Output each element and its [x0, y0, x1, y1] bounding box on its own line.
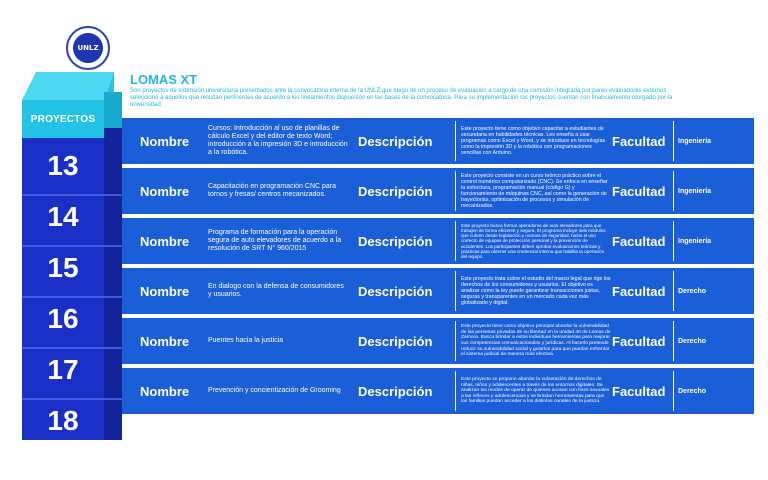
project-row [122, 318, 754, 364]
project-number: 16 [47, 303, 79, 334]
project-name: En dialogo con la defensa de consumidores y usuarios. [208, 283, 344, 298]
project-name: Prevención y concientización de Grooming [208, 387, 341, 394]
descripcion-label: Descripción [358, 183, 433, 199]
project-row [122, 368, 754, 414]
divider [455, 171, 456, 211]
divider [455, 371, 456, 411]
project-name: Cursos: Introducción al uso de planillas de cálculo Excel y del editor de texto Word; introducción a la impresión 3D e introducción a la robótica. [208, 125, 348, 156]
divider [22, 245, 122, 247]
project-faculty: Derecho [678, 287, 707, 295]
descripcion-label: Descripción [358, 383, 433, 399]
project-faculty: Derecho [678, 337, 707, 345]
divider [673, 171, 674, 211]
facultad-label: Facultad [612, 133, 666, 149]
nombre-label: Nombre [140, 283, 190, 299]
divider [455, 121, 456, 161]
project-number: 17 [47, 354, 79, 385]
divider [673, 321, 674, 361]
divider [455, 221, 456, 261]
proyectos-header: PROYECTOS [22, 100, 104, 138]
nombre-label: Nombre [140, 333, 190, 349]
project-faculty: Ingeniería [678, 237, 712, 245]
project-description: Este proyecto trata sobre el estudio del marco legal que rige los derechos de los consumidores y usuarios. El objetivo es analizar como la ley puede garantizar transacciones justas, seguras y transparentes en un mercado cada vez más globalizado y digital. [461, 276, 611, 306]
project-number: 13 [47, 150, 79, 181]
project-description: Este proyecto tiene como objetivo capacitar a estudiantes de secundaria en habilidades técnicas. Les enseña a usar programas como Excel y Word, y se introduce en tecnologías como la impresión 3D y la robótica con programaciones sencillas con Arduino. [461, 126, 606, 156]
divider [673, 371, 674, 411]
divider [22, 296, 122, 298]
divider [455, 271, 456, 311]
descripcion-label: Descripción [358, 333, 433, 349]
project-number: 14 [47, 201, 79, 232]
nombre-label: Nombre [140, 233, 190, 249]
facultad-label: Facultad [612, 333, 666, 349]
projects-column-side [104, 128, 122, 440]
nombre-label: Nombre [140, 183, 190, 199]
divider [673, 221, 674, 261]
projects-column [22, 138, 104, 440]
project-row [122, 268, 754, 314]
project-number: 15 [47, 252, 79, 283]
project-description: Este proyecto se propone abordar la vulneración de derechos de niñas, niños y adolescentes a través de los entornos digitales. Se analizan los modos de operar de quienes acosan con fines sexuales a las niñeces y adolescencias y se brindan herramientas para que las familias puedan acceder a los distintos canales de la justicia. [461, 377, 610, 405]
project-name: Programa de formación para la operación segura de auto elevadores de acuerdo a la resolución de SRT N° 960/2015 [208, 229, 342, 252]
project-number: 18 [47, 405, 79, 436]
project-row [122, 118, 754, 164]
project-name: Puentes hacia la justicia [208, 337, 284, 344]
divider [22, 194, 122, 196]
divider [455, 321, 456, 361]
divider [22, 347, 122, 349]
divider [673, 121, 674, 161]
project-description: Este proyecto busca formar operadores de auto elevadores para que trabajen de forma eficiente y segura. El programa incluye seis módulos que cubren desde legislación y normas de seguridad, hasta el uso correcto de equipos de protección personal y la prevención de accidentes. Los participantes deben aprobar evaluaciones teóricas y prácticas para obtener una credencial interna que habilita la operación del equipo. [461, 222, 606, 259]
divider [22, 398, 122, 400]
project-faculty: Ingeniería [678, 187, 712, 195]
project-row [122, 168, 754, 214]
project-row [122, 218, 754, 264]
divider [673, 271, 674, 311]
descripcion-label: Descripción [358, 283, 433, 299]
descripcion-label: Descripción [358, 233, 433, 249]
nombre-label: Nombre [140, 133, 190, 149]
page-title: LOMAS XT [130, 72, 198, 87]
unlz-logo [66, 26, 110, 70]
facultad-label: Facultad [612, 283, 666, 299]
descripcion-label: Descripción [358, 133, 433, 149]
project-description: Este proyecto tiene como objetivo principal abordar la vulnerabilidad de las personas privadas de su libertad en la unidad 40 de Lomas de Zamora. Busca brindar a estos individuos herramientas para mejorar sus competencias comunicacionales y jurídicas. Al hacerlo pretende reducir su vulnerabilidad social y guiarlos para que puedan enfrentar el sistema judicial de manera más efectiva. [461, 324, 611, 358]
unlz-logo-badge: UNLZ [73, 33, 103, 63]
facultad-label: Facultad [612, 383, 666, 399]
facultad-label: Facultad [612, 233, 666, 249]
nombre-label: Nombre [140, 383, 190, 399]
project-faculty: Ingeniería [678, 137, 712, 145]
facultad-label: Facultad [612, 183, 666, 199]
project-name: Capacitación en programación CNC para tornos y fresas/ centros mecanizados. [208, 183, 337, 198]
project-description: Este proyecto consiste en un curso teórico práctico sobre el control numérico computarizado (CNC). Se enfoca en enseñar la estructura, programación manual (código G) y funcionamiento de máquinas CNC, así como la generación de trayectorias, optimización de procesos y simulación de mecanizados. [461, 173, 608, 209]
intro-text: Son proyectos de extensión universitaria presentados ante la convocatoria interna de la UNLZ que luego de un proceso de evaluación a cargo de una comisión integrada por pares evaluadores externos seleccionó a aquellos que resultan pertinentes de acuerdo a los lineamientos dispuestos en las bases de la convocatoria. Para su implementación los proyectos cuentan con financiamiento otorgado por la universidad. [130, 88, 673, 108]
project-faculty: Derecho [678, 387, 707, 395]
